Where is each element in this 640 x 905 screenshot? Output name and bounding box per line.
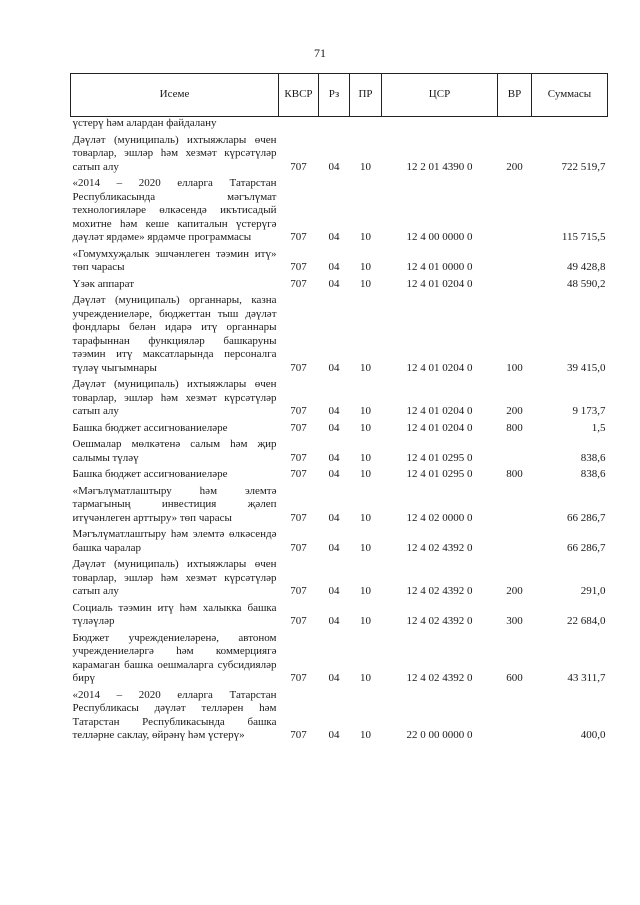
row-csr: 12 4 01 0204 0 xyxy=(406,277,473,290)
row-sum: 66 286,7 xyxy=(567,511,606,524)
row-sum: 49 428,8 xyxy=(567,261,606,273)
row-sum: 291,0 xyxy=(580,585,606,597)
row-name: «Гомумхуҗалык эшчәнлеген тәэмин итү» төп чарасы xyxy=(72,247,277,273)
budget-table xyxy=(70,73,608,743)
row-sum: 722 519,7 xyxy=(561,160,606,173)
row-kvsr: 707 xyxy=(290,511,307,524)
row-kvsr: 707 xyxy=(290,468,307,480)
row-vr: 200 xyxy=(506,585,523,597)
row-rz: 04 xyxy=(328,261,340,273)
row-sum xyxy=(532,117,608,131)
row-pr: 10 xyxy=(360,729,371,741)
table-row xyxy=(71,555,608,599)
table-row xyxy=(71,275,608,292)
row-rz: 04 xyxy=(328,405,340,417)
row-name: Бюджет учреждениеләренә, автоном учреждениеләргә һәм коммерциягә карамаган башка оешмаларга субсидияләр бирү xyxy=(72,631,277,684)
header-pr: ПР xyxy=(350,74,382,117)
row-csr: 12 4 01 0295 0 xyxy=(406,468,473,480)
row-csr: 12 4 00 0000 0 xyxy=(406,231,473,243)
row-kvsr: 707 xyxy=(290,231,307,243)
table-row xyxy=(71,686,608,743)
row-vr: 100 xyxy=(506,361,523,374)
row-rz: 04 xyxy=(328,421,340,434)
row-name: Башка бюджет ассигнованиеләре xyxy=(72,421,228,434)
row-vr xyxy=(498,174,532,245)
row-csr: 12 4 01 0204 0 xyxy=(406,421,473,434)
row-rz: 04 xyxy=(328,585,340,597)
row-pr: 10 xyxy=(360,361,371,374)
row-vr: 800 xyxy=(506,421,523,434)
row-rz: 04 xyxy=(328,541,340,554)
header-kvsr: КВСР xyxy=(279,74,319,117)
row-vr: 200 xyxy=(506,160,523,173)
row-kvsr: 707 xyxy=(290,405,307,417)
row-pr: 10 xyxy=(360,672,371,684)
row-csr: 12 4 01 0204 0 xyxy=(406,361,473,374)
row-csr xyxy=(382,117,498,131)
table-row xyxy=(71,599,608,629)
table-row xyxy=(71,131,608,175)
row-name: Социаль тәэмин итү һәм халыкка башка түләүләр xyxy=(72,601,277,627)
table-row xyxy=(71,174,608,245)
row-kvsr: 707 xyxy=(290,277,307,290)
table-row xyxy=(71,291,608,375)
row-sum: 400,0 xyxy=(580,729,606,741)
row-rz: 04 xyxy=(328,468,340,480)
row-sum: 9 173,7 xyxy=(572,405,606,417)
table-row xyxy=(71,482,608,526)
row-name: үстерү һәм алардан файдалану xyxy=(72,117,217,129)
row-kvsr: 707 xyxy=(290,585,307,597)
page-number: 71 xyxy=(314,46,326,60)
row-pr: 10 xyxy=(360,405,371,417)
row-name: Мәгълүматлаштыру һәм элемтә өлкәсендә башка чаралар xyxy=(72,528,277,554)
row-sum: 115 715,5 xyxy=(561,231,606,243)
row-name: Оешмалар мөлкәтенә салым һәм җир салымы түләү xyxy=(72,438,277,464)
row-name: «2014 – 2020 елларга Татарстан Республикасы дәүләт телләрен һәм Татарстан Республикасында башка телләрне саклау, өйрәнү һәм үстерү» xyxy=(72,688,277,741)
row-sum: 838,6 xyxy=(580,451,606,464)
row-pr: 10 xyxy=(360,585,371,597)
row-csr: 12 4 01 0000 0 xyxy=(406,261,473,273)
row-vr: 600 xyxy=(506,672,523,684)
table-row xyxy=(71,117,608,131)
row-kvsr: 707 xyxy=(290,361,307,374)
row-sum: 39 415,0 xyxy=(567,361,606,374)
row-kvsr: 707 xyxy=(290,261,307,273)
row-rz: 04 xyxy=(328,361,340,374)
row-pr: 10 xyxy=(360,421,371,434)
row-pr: 10 xyxy=(360,231,371,243)
table-row xyxy=(71,245,608,275)
row-pr: 10 xyxy=(360,541,371,554)
row-rz: 04 xyxy=(328,672,340,684)
header-vr: ВР xyxy=(498,74,532,117)
table-header xyxy=(71,74,608,117)
row-name: Дәүләт (муниципаль) ихтыяжлары өчен товарлар, эшләр һәм хезмәт күрсәтүләр сатып алу xyxy=(72,378,277,417)
row-vr: 800 xyxy=(506,468,523,480)
row-name: Дәүләт (муниципаль) ихтыяжлары өчен товарлар, эшләр һәм хезмәт күрсәтүләр сатып алу xyxy=(72,133,277,173)
row-rz: 04 xyxy=(328,277,340,290)
table-row xyxy=(71,465,608,482)
row-rz: 04 xyxy=(328,160,340,173)
row-csr: 12 2 01 4390 0 xyxy=(406,160,473,173)
header-csr: ЦСР xyxy=(382,74,498,117)
row-vr: 200 xyxy=(506,405,523,417)
table-row xyxy=(71,629,608,686)
row-pr: 10 xyxy=(360,451,371,464)
table-row xyxy=(71,419,608,436)
row-rz: 04 xyxy=(328,451,340,464)
row-pr: 10 xyxy=(360,468,371,480)
row-vr xyxy=(498,482,532,526)
row-vr: 300 xyxy=(506,615,523,627)
row-csr: 12 4 02 4392 0 xyxy=(406,541,473,554)
row-sum: 43 311,7 xyxy=(567,672,606,684)
row-sum: 66 286,7 xyxy=(567,541,606,554)
row-pr: 10 xyxy=(360,277,371,290)
row-kvsr: 707 xyxy=(290,421,307,434)
row-vr xyxy=(498,117,532,131)
row-kvsr xyxy=(279,117,319,131)
row-pr xyxy=(350,117,382,131)
table-row xyxy=(71,435,608,465)
row-vr xyxy=(498,245,532,275)
row-kvsr: 707 xyxy=(290,541,307,554)
row-vr xyxy=(498,435,532,465)
header-sum: Суммасы xyxy=(532,74,608,117)
table-row xyxy=(71,525,608,555)
row-name: «Мәгълүматлаштыру һәм элемтә тармагының инвестиция җәлеп итүчәнлеген арттыру» төп чарасы xyxy=(72,484,277,524)
row-name: Дәүләт (муниципаль) органнары, казна учреждениеләре, бюджеттан тыш дәүләт фондлары белән идарә итү органнары тарафыннан функцияләр башкаруны тәэмин итү максатларында персоналга түләү чыгымнары xyxy=(72,294,277,374)
row-rz: 04 xyxy=(328,511,340,524)
row-csr: 12 4 01 0204 0 xyxy=(406,405,473,417)
table-row xyxy=(71,375,608,419)
row-kvsr: 707 xyxy=(290,451,307,464)
row-rz: 04 xyxy=(328,729,340,741)
row-csr: 22 0 00 0000 0 xyxy=(406,729,473,741)
row-sum: 838,6 xyxy=(580,468,606,480)
row-sum: 22 684,0 xyxy=(567,615,606,627)
row-rz xyxy=(319,117,350,131)
row-rz: 04 xyxy=(328,615,340,627)
row-sum: 48 590,2 xyxy=(567,277,606,290)
row-vr xyxy=(498,686,532,743)
row-kvsr: 707 xyxy=(290,615,307,627)
row-sum: 1,5 xyxy=(591,421,606,434)
header-name: Исеме xyxy=(71,74,279,117)
row-csr: 12 4 02 4392 0 xyxy=(406,585,473,597)
row-csr: 12 4 02 4392 0 xyxy=(406,672,473,684)
row-name: Башка бюджет ассигнованиеләре xyxy=(72,468,228,480)
row-pr: 10 xyxy=(360,261,371,273)
header-rz: Рз xyxy=(319,74,350,117)
row-name: Дәүләт (муниципаль) ихтыяжлары өчен товарлар, эшләр һәм хезмәт күрсәтүләр сатып алу xyxy=(72,558,277,597)
row-rz: 04 xyxy=(328,231,340,243)
row-pr: 10 xyxy=(360,511,371,524)
row-vr xyxy=(498,525,532,555)
row-kvsr: 707 xyxy=(290,729,307,741)
row-kvsr: 707 xyxy=(290,160,307,173)
row-pr: 10 xyxy=(360,160,371,173)
row-name: Үзәк аппарат xyxy=(72,277,135,290)
row-pr: 10 xyxy=(360,615,371,627)
row-csr: 12 4 02 0000 0 xyxy=(406,511,473,524)
row-csr: 12 4 01 0295 0 xyxy=(406,451,473,464)
row-vr xyxy=(498,275,532,292)
row-csr: 12 4 02 4392 0 xyxy=(406,615,473,627)
row-name: «2014 – 2020 елларга Татарстан Республикасында мәгълүмат технологияләре өлкәсендә икътисадый мохитне һәм кеше капиталын үстерүгә дәүләт ярдәме» ярдәмче программасы xyxy=(72,177,277,243)
table-body xyxy=(71,117,608,743)
row-kvsr: 707 xyxy=(290,672,307,684)
